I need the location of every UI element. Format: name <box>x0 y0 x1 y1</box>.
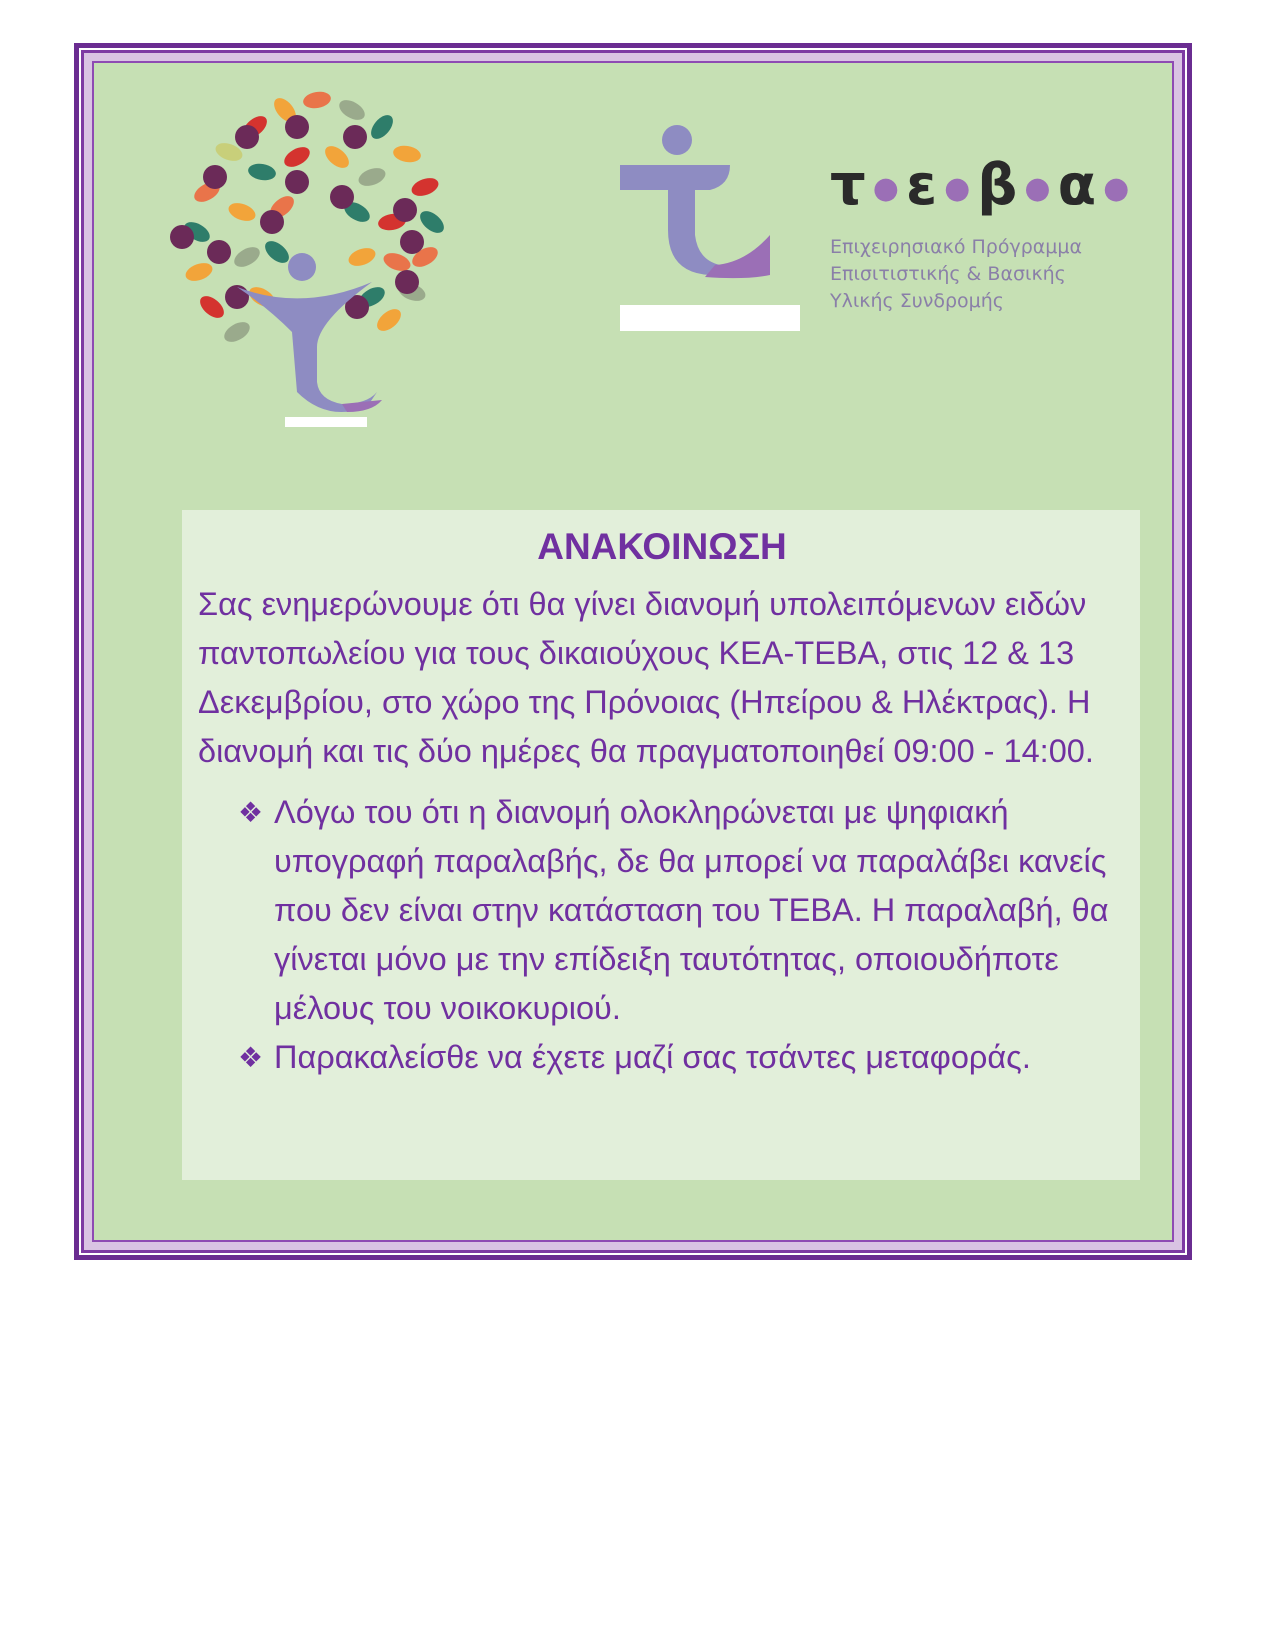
dot-icon: ● <box>872 170 900 206</box>
teba-subtitle <box>830 234 1130 315</box>
subtitle-line: Επισιτιστικής & Βασικής <box>830 262 1066 285</box>
announcement-panel <box>182 510 1140 1180</box>
subtitle-line: Υλικής Συνδρομής <box>830 289 1004 312</box>
teba-figure-icon <box>620 125 800 345</box>
tree-logo <box>167 82 467 452</box>
wordmark-letter: α <box>1057 153 1098 218</box>
wordmark-letter: β <box>977 153 1019 218</box>
teba-wordmark <box>830 155 1130 220</box>
announcement-bullets <box>198 788 1126 1082</box>
bullet-text: Παρακαλείσθε να έχετε μαζί σας τσάντες μεταφοράς. <box>274 1039 1031 1075</box>
announcement-paragraph: Σας ενημερώνουμε ότι θα γίνει διανομή υπολειπόμενων ειδών παντοπωλείου για τους δικαιούχους ΚΕΑ-ΤΕΒΑ, στις 12 & 13 Δεκεμβρίου, στο χώρο της Πρόνοιας (Ηπείρου & Ηλέκτρας). Η διανομή και τις δύο ημέρες θα πραγματοποιηθεί 09:00 - 14:00. <box>198 586 1094 769</box>
diamond-bullet-icon: ❖ <box>238 1042 264 1073</box>
dot-icon: ● <box>1024 170 1052 206</box>
teba-brand <box>830 155 1130 315</box>
subtitle-line: Επιχειρησιακό Πρόγραμμα <box>830 235 1083 258</box>
teba-figure-logo <box>620 125 800 345</box>
tree-logo-icon <box>167 82 467 452</box>
diamond-bullet-icon: ❖ <box>238 797 264 828</box>
wordmark-letter: τ <box>830 153 867 218</box>
bullet-text: Λόγω του ότι η διανομή ολοκληρώνεται με ψηφιακή υπογραφή παραλαβής, δε θα μπορεί να παραλάβει κανείς που δεν είναι στην κατάσταση του ΤΕΒΑ. Η παραλαβή, θα γίνεται μόνο με την επίδειξη ταυτότητας, οποιουδήποτε μέλους του νοικοκυριού. <box>274 794 1109 1026</box>
bullet-item <box>238 1033 1126 1082</box>
dot-icon: ● <box>944 170 972 206</box>
bullet-item <box>238 788 1126 1033</box>
dot-icon: ● <box>1103 170 1131 206</box>
announcement-title: ΑΝΑΚΟΙΝΩΣΗ <box>537 526 787 567</box>
wordmark-letter: ε <box>905 153 939 218</box>
